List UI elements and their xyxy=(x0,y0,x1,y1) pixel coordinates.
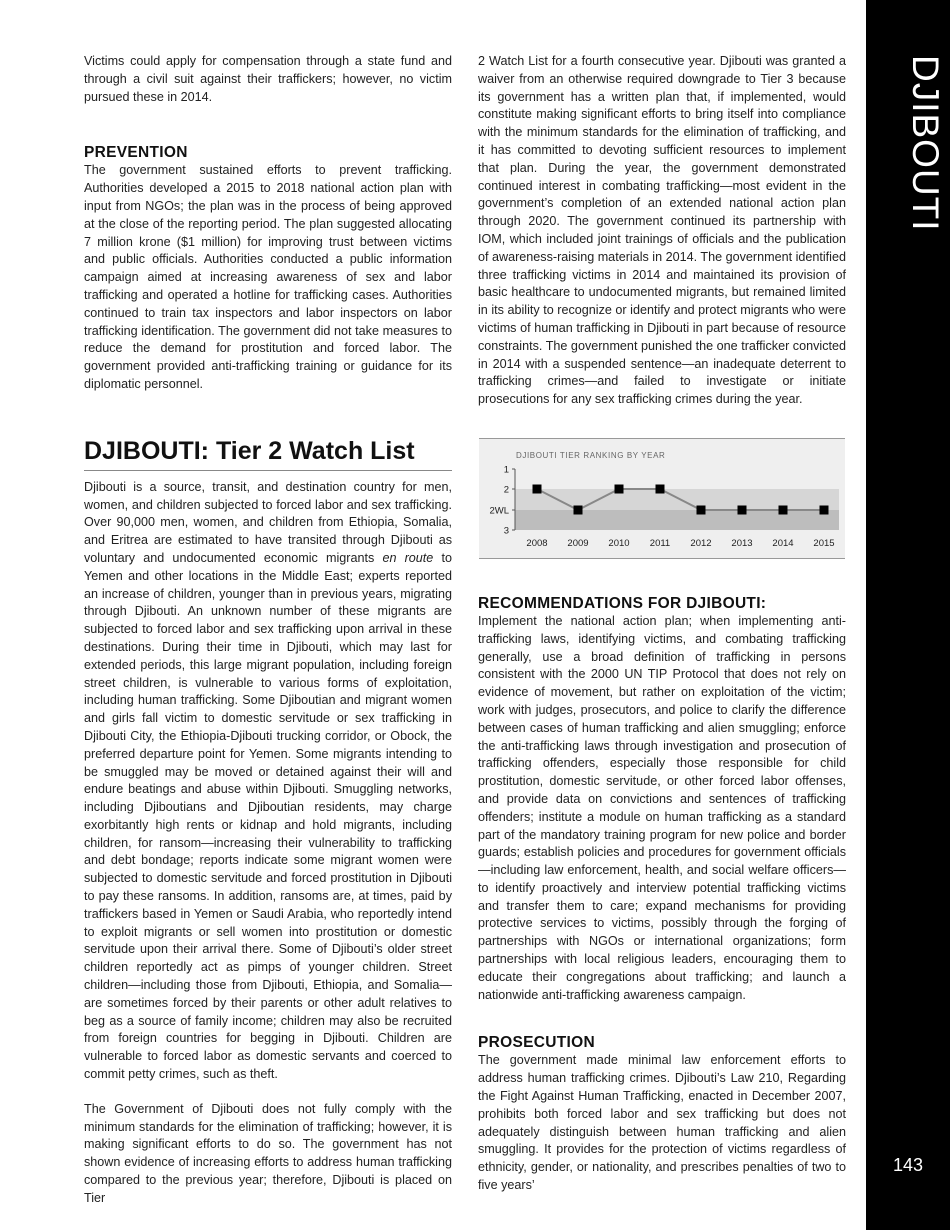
recommendations-paragraph: Implement the national action plan; when implementing anti-trafficking laws, identifying victims, and combating trafficking generally, use a broad definition of trafficking in persons consistent with the 2000 UN TIP Protocol that does not rely on evidence of movement, but rather on exploitation of the victim; work with judges, prosecutors, and police to clarify the difference between cases of human trafficking and alien smuggling; enforce the anti-trafficking laws through investigation and prosecution of trafficking offenders, especially those responsible for child prostitution, domestic servitude, or other forced labor offenses, and provide data on convictions and sentences of trafficking offenders; institute a module on human trafficking as a standard part of the mandatory training program for new police and border guards; establish policies and procedures for government officials—including law enforcement, health, and social welfare officers—to identify proactively and interview potential trafficking victims and transfer them to care; expand mechanisms for providing protective services to victims, possibly through the forging of partnerships with NGOs or international organizations; form partnerships with local religious leaders, encouraging them to educate their congregations about trafficking; and launch a nationwide anti-trafficking awareness campaign. xyxy=(478,613,846,1002)
x-tick-label: 2009 xyxy=(567,538,589,549)
x-tick-label: 2010 xyxy=(608,538,630,549)
overview-text-end: to Yemen and other locations in the Middle East; experts reported an increase of children, younger than in previous years, migrating through Djibouti. An unknown number of these migrants are subjected to forced labor and sex trafficking upon arrival in these destinations. During their time in Djibouti, which may last for extended periods, this large migrant population, including foreign street children, is vulnerable to various forms of exploitation, including human trafficking. Some Djiboutian and migrant women and girls fall victim to domestic servitude or sex trafficking in Djibouti City, the Ethiopia-Djibouti trucking corridor, or Obock, the preferred departure point for Yemen. Some migrants intending to be smuggled may be moved or detained against their will and endure beatings and abuse within Djibouti. Smuggling networks, including Djiboutians and Djiboutian residents, may charge exorbitantly high rents or kidnap and hold migrants, including children, for ransom—increasing their vulnerability to trafficking and debt bondage; reports indicate some migrant women were subjected to domestic servitude and forced prostitution in Djibouti to pay these ransoms. In addition, ransoms are, at times, paid by traffickers based in Yemen or Saudi Arabia, who reportedly intend to exploit migrants or sell women into prostitution or domestic servitude upon their arrival there. Some of Djibouti’s older street children reportedly act as pimps of younger children. Street children—including those from Djibouti, Ethiopia, and Somalia—are sometimes forced by their parents or other adult relatives to beg as a source of family income; children may also be recruited from foreign countries for begging in Djibouti. Children are vulnerable to forced labor as domestic servants and coerced to commit petty crimes, such as theft. xyxy=(84,550,452,1082)
tier-2wl-band xyxy=(515,510,839,530)
data-point-marker xyxy=(738,506,747,515)
overview-paragraph xyxy=(84,479,452,1084)
prevention-paragraph: The government sustained efforts to prevent trafficking. Authorities developed a 2015 to 2018 national action plan with input from NGOs; the plan was in the process of being approved at the close of the reporting period. The plan suggested allocating 7 million krone ($1 million) for improving trust between victims and public officials. Authorities conducted a public information campaign aimed at increasing awareness of sex and labor trafficking and operated a hotline for trafficking cases. Authorities continued to train tax inspectors and labor inspectors on labor trafficking identification. The government did not take measures to reduce the demand for prostitution and forced labor. The government provided anti-trafficking training or guidance for its diplomatic personnel. xyxy=(84,163,452,391)
page-title: DJIBOUTI: Tier 2 Watch List xyxy=(84,436,452,471)
page-number: 143 xyxy=(892,1155,924,1175)
country-title: DJIBOUTI xyxy=(905,54,946,232)
tier-2-band xyxy=(515,489,839,510)
x-tick-label: 2011 xyxy=(649,538,671,549)
y-tick-label: 2 xyxy=(503,484,509,496)
compliance-paragraph: The Government of Djibouti does not fully comply with the minimum standards for the elimination of trafficking; however, it is making significant efforts to do so. The government has not shown evidence of increasing efforts to address human trafficking compared to the previous year; therefore, Djibouti is placed on Tier xyxy=(84,1101,452,1205)
prosecution-heading: PROSECUTION xyxy=(478,1034,595,1052)
tier-ranking-chart xyxy=(479,438,845,559)
x-tick-label: 2013 xyxy=(731,538,753,549)
continuation-paragraph: 2 Watch List for a fourth consecutive year. Djibouti was granted a waiver from an otherwise required downgrade to Tier 3 because its government has a written plan that, if implemented, would constitute making significant efforts to bring itself into compliance with the minimum standards for the elimination of trafficking, and it has committed to devoting sufficient resources to implement that plan. During the year, the government demonstrated continued interest in combating trafficking—most evident in the government’s completion of an extended national action plan through 2020. The government continued its partnership with IOM, which included joint trainings of officials and the publication of awareness-raising materials in 2014. The government identified three trafficking victims in 2014 and maintained its provision of basic healthcare to undocumented migrants, but remained limited in its ability to recognize or identify and protect migrants who were victims of human trafficking in Djibouti in part because of resource constraints. The government punished the one trafficker convicted in 2014 with a suspended sentence—an inadequate deterrent to trafficking crimes—and failed to investigate or initiate prosecutions for any sex trafficking crimes during the year. xyxy=(478,54,846,407)
y-tick-label: 2WL xyxy=(489,505,509,517)
x-tick-label: 2012 xyxy=(690,538,712,549)
chart-title: DJIBOUTI TIER RANKING BY YEAR xyxy=(516,451,666,460)
data-point-marker xyxy=(615,485,624,494)
data-point-marker xyxy=(820,506,829,515)
data-point-marker xyxy=(697,506,706,515)
x-tick-label: 2014 xyxy=(772,538,794,549)
y-tick-label: 1 xyxy=(503,464,509,476)
prosecution-paragraph: The government made minimal law enforcement efforts to address human trafficking crimes. Djibouti’s Law 210, Regarding the Fight Against Human Trafficking, enacted in December 2007, prohibits both forced labor and sex trafficking but does not adequately distinguish between human trafficking and alien smuggling. It provides for the protection of victims regardless of ethnicity, gender, or nationality, and prescribes penalties of two to five years’ xyxy=(478,1053,846,1193)
overview-text-start: Djibouti is a source, transit, and destination country for men, women, and children subjected to forced labor and sex trafficking. Over 90,000 men, women, and children from Ethiopia, Somalia, and Eritrea are estimated to have transited through Djibouti as voluntary and undocumented economic migrants xyxy=(84,479,452,565)
intro-paragraph: Victims could apply for compensation through a state fund and through a civil suit against their traffickers; however, no victim pursued these in 2014. xyxy=(84,54,452,104)
x-tick-label: 2008 xyxy=(526,538,548,549)
data-point-marker xyxy=(779,506,788,515)
left-column xyxy=(84,53,452,1208)
y-tick-label: 3 xyxy=(503,525,509,537)
recommendations-heading: RECOMMENDATIONS FOR DJIBOUTI: xyxy=(478,594,767,612)
data-point-marker xyxy=(533,485,542,494)
data-point-marker xyxy=(574,506,583,515)
data-point-marker xyxy=(656,485,665,494)
tier-chart-svg xyxy=(479,439,845,558)
overview-italic-text: en route xyxy=(382,550,434,565)
prevention-heading: PREVENTION xyxy=(84,144,188,162)
right-column xyxy=(478,53,846,1195)
x-tick-label: 2015 xyxy=(813,538,835,549)
